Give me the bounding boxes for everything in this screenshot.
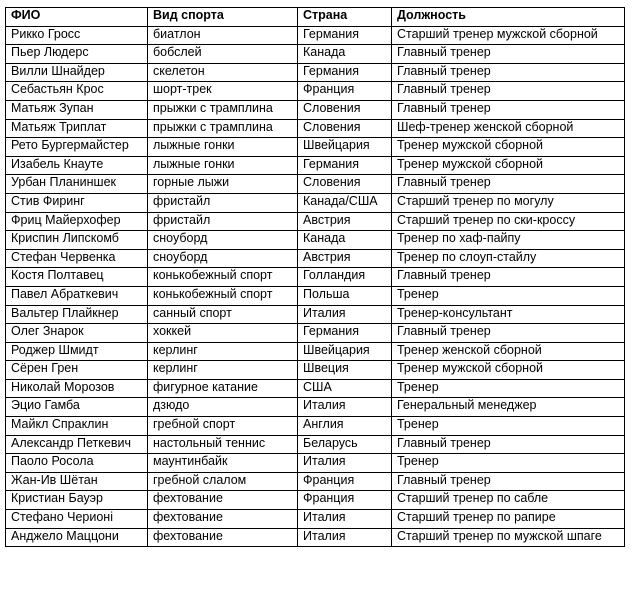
cell-sport: конькобежный спорт <box>148 268 298 287</box>
cell-name: Матьяж Зупан <box>6 100 148 119</box>
cell-sport: маунтинбайк <box>148 454 298 473</box>
cell-country: Канада <box>298 45 392 64</box>
cell-name: Стефан Червенка <box>6 249 148 268</box>
cell-position: Главный тренер <box>392 100 625 119</box>
table-row <box>6 472 625 491</box>
cell-sport: фехтование <box>148 510 298 529</box>
cell-sport: фристайл <box>148 212 298 231</box>
cell-name: Павел Абраткевич <box>6 286 148 305</box>
cell-country: Италия <box>298 398 392 417</box>
cell-name: Майкл Спраклин <box>6 417 148 436</box>
header-row <box>6 8 625 27</box>
cell-position: Тренер <box>392 379 625 398</box>
cell-country: Голландия <box>298 268 392 287</box>
table-row <box>6 528 625 547</box>
cell-country: Словения <box>298 119 392 138</box>
cell-name: Эцио Гамба <box>6 398 148 417</box>
cell-country: Канада/США <box>298 193 392 212</box>
cell-country: Англия <box>298 417 392 436</box>
cell-sport: сноуборд <box>148 231 298 250</box>
cell-name: Олег Знарок <box>6 324 148 343</box>
table-row <box>6 26 625 45</box>
cell-name: Вилли Шнайдер <box>6 63 148 82</box>
cell-position: Тренер по хаф-пайпу <box>392 231 625 250</box>
cell-position: Главный тренер <box>392 63 625 82</box>
cell-sport: дзюдо <box>148 398 298 417</box>
table-row <box>6 231 625 250</box>
cell-country: Италия <box>298 454 392 473</box>
cell-country: Словения <box>298 175 392 194</box>
cell-sport: настольный теннис <box>148 435 298 454</box>
cell-country: Франция <box>298 82 392 101</box>
cell-position: Старший тренер по ски-кроссу <box>392 212 625 231</box>
cell-sport: фигурное катание <box>148 379 298 398</box>
header-name: ФИО <box>6 8 148 27</box>
table-row <box>6 435 625 454</box>
cell-country: Швеция <box>298 361 392 380</box>
cell-position: Тренер мужской сборной <box>392 138 625 157</box>
cell-country: Италия <box>298 528 392 547</box>
cell-sport: скелетон <box>148 63 298 82</box>
cell-country: Германия <box>298 63 392 82</box>
table-row <box>6 268 625 287</box>
cell-sport: хоккей <box>148 324 298 343</box>
cell-country: Польша <box>298 286 392 305</box>
cell-position: Тренер мужской сборной <box>392 156 625 175</box>
cell-sport: гребной спорт <box>148 417 298 436</box>
cell-country: Италия <box>298 510 392 529</box>
table-row <box>6 379 625 398</box>
cell-name: Стефано Черионі <box>6 510 148 529</box>
cell-position: Тренер женской сборной <box>392 342 625 361</box>
cell-name: Фриц Майерхофер <box>6 212 148 231</box>
cell-position: Старший тренер по сабле <box>392 491 625 510</box>
cell-position: Главный тренер <box>392 472 625 491</box>
table-row <box>6 119 625 138</box>
cell-position: Старший тренер по могулу <box>392 193 625 212</box>
cell-name: Рикко Гросс <box>6 26 148 45</box>
cell-position: Старший тренер по рапире <box>392 510 625 529</box>
header-country: Страна <box>298 8 392 27</box>
cell-country: Словения <box>298 100 392 119</box>
cell-name: Роджер Шмидт <box>6 342 148 361</box>
table-row <box>6 286 625 305</box>
cell-position: Тренер-консультант <box>392 305 625 324</box>
cell-sport: санный спорт <box>148 305 298 324</box>
cell-name: Рето Бургермайстер <box>6 138 148 157</box>
cell-position: Тренер по слоуп-стайлу <box>392 249 625 268</box>
cell-sport: фехтование <box>148 491 298 510</box>
cell-country: Австрия <box>298 249 392 268</box>
cell-name: Матьяж Триплат <box>6 119 148 138</box>
cell-name: Сёрен Грен <box>6 361 148 380</box>
cell-name: Урбан Планиншек <box>6 175 148 194</box>
cell-country: Германия <box>298 156 392 175</box>
cell-sport: лыжные гонки <box>148 156 298 175</box>
cell-country: Швейцария <box>298 342 392 361</box>
cell-name: Жан-Ив Шётан <box>6 472 148 491</box>
cell-name: Николай Морозов <box>6 379 148 398</box>
cell-name: Паоло Росола <box>6 454 148 473</box>
table-row <box>6 342 625 361</box>
table-row <box>6 324 625 343</box>
cell-name: Пьер Людерс <box>6 45 148 64</box>
cell-name: Кристиан Бауэр <box>6 491 148 510</box>
table-row <box>6 193 625 212</box>
cell-position: Главный тренер <box>392 324 625 343</box>
cell-position: Главный тренер <box>392 175 625 194</box>
cell-sport: фехтование <box>148 528 298 547</box>
cell-position: Тренер <box>392 454 625 473</box>
cell-name: Изабель Кнауте <box>6 156 148 175</box>
cell-country: Франция <box>298 491 392 510</box>
table-header <box>6 8 625 27</box>
cell-country: США <box>298 379 392 398</box>
cell-position: Старший тренер мужской сборной <box>392 26 625 45</box>
cell-sport: прыжки с трамплина <box>148 100 298 119</box>
header-position: Должность <box>392 8 625 27</box>
cell-country: Беларусь <box>298 435 392 454</box>
cell-position: Тренер <box>392 286 625 305</box>
cell-sport: фристайл <box>148 193 298 212</box>
cell-name: Криспин Липскомб <box>6 231 148 250</box>
header-sport: Вид спорта <box>148 8 298 27</box>
cell-sport: бобслей <box>148 45 298 64</box>
table-row <box>6 138 625 157</box>
cell-position: Главный тренер <box>392 45 625 64</box>
cell-name: Александр Петкевич <box>6 435 148 454</box>
table-row <box>6 156 625 175</box>
cell-country: Австрия <box>298 212 392 231</box>
table-row <box>6 361 625 380</box>
cell-position: Тренер <box>392 417 625 436</box>
table-row <box>6 491 625 510</box>
cell-name: Вальтер Плайкнер <box>6 305 148 324</box>
cell-position: Главный тренер <box>392 435 625 454</box>
cell-position: Генеральный менеджер <box>392 398 625 417</box>
cell-name: Себастьян Крос <box>6 82 148 101</box>
cell-country: Германия <box>298 324 392 343</box>
cell-sport: керлинг <box>148 361 298 380</box>
table-row <box>6 82 625 101</box>
table-row <box>6 45 625 64</box>
cell-sport: гребной слалом <box>148 472 298 491</box>
cell-country: Германия <box>298 26 392 45</box>
cell-country: Швейцария <box>298 138 392 157</box>
table-row <box>6 175 625 194</box>
cell-sport: шорт-трек <box>148 82 298 101</box>
table-row <box>6 398 625 417</box>
cell-position: Старший тренер по мужской шпаге <box>392 528 625 547</box>
cell-country: Франция <box>298 472 392 491</box>
cell-position: Главный тренер <box>392 268 625 287</box>
cell-sport: керлинг <box>148 342 298 361</box>
cell-country: Италия <box>298 305 392 324</box>
coaches-table <box>5 7 625 547</box>
cell-position: Главный тренер <box>392 82 625 101</box>
cell-name: Костя Полтавец <box>6 268 148 287</box>
cell-sport: горные лыжи <box>148 175 298 194</box>
table-row <box>6 63 625 82</box>
cell-sport: конькобежный спорт <box>148 286 298 305</box>
cell-sport: прыжки с трамплина <box>148 119 298 138</box>
cell-name: Анджело Маццони <box>6 528 148 547</box>
cell-name: Стив Фиринг <box>6 193 148 212</box>
cell-sport: биатлон <box>148 26 298 45</box>
table-row <box>6 249 625 268</box>
table-row <box>6 212 625 231</box>
cell-position: Тренер мужской сборной <box>392 361 625 380</box>
cell-sport: сноуборд <box>148 249 298 268</box>
cell-country: Канада <box>298 231 392 250</box>
table-row <box>6 454 625 473</box>
table-row <box>6 100 625 119</box>
table-row <box>6 417 625 436</box>
table-row <box>6 510 625 529</box>
table-body <box>6 26 625 547</box>
cell-position: Шеф-тренер женской сборной <box>392 119 625 138</box>
table-row <box>6 305 625 324</box>
cell-sport: лыжные гонки <box>148 138 298 157</box>
